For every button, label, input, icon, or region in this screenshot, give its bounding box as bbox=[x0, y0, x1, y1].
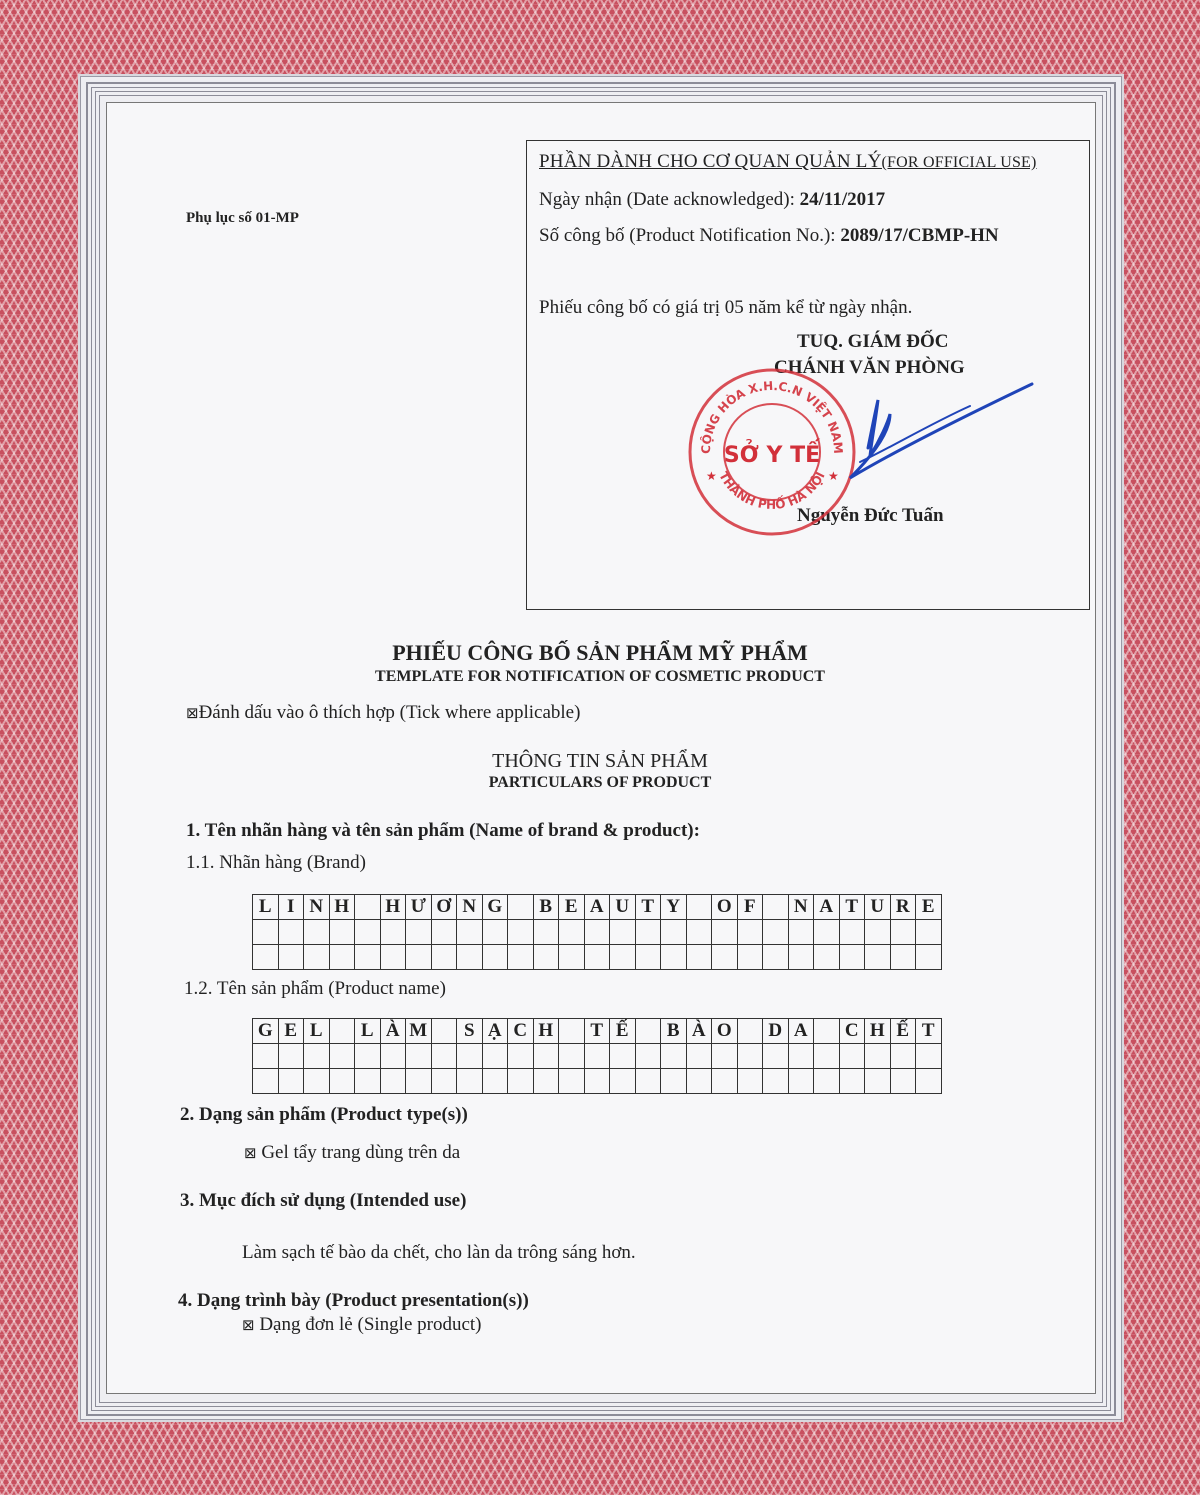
grid-cell bbox=[916, 945, 942, 970]
grid-cell: G bbox=[253, 1019, 279, 1044]
grid-cell bbox=[584, 920, 610, 945]
section-1-title: 1. Tên nhãn hàng và tên sản phẩm (Name of brand & product): bbox=[186, 820, 700, 841]
signer-name: Nguyễn Đức Tuấn bbox=[797, 505, 944, 526]
grid-cell bbox=[559, 1019, 585, 1044]
grid-cell bbox=[788, 920, 814, 945]
grid-cell: E bbox=[916, 895, 942, 920]
product-type-item: ⊠ Gel tẩy trang dùng trên da bbox=[244, 1142, 461, 1163]
grid-cell bbox=[763, 895, 789, 920]
grid-cell bbox=[380, 945, 406, 970]
grid-cell bbox=[635, 920, 661, 945]
grid-cell bbox=[431, 1019, 457, 1044]
grid-cell: L bbox=[304, 1019, 330, 1044]
product-label: 1.2. Tên sản phẩm (Product name) bbox=[184, 978, 446, 999]
brand-label: 1.1. Nhãn hàng (Brand) bbox=[186, 852, 366, 873]
section-2-title: 2. Dạng sản phẩm (Product type(s)) bbox=[180, 1104, 468, 1125]
section-title-en: PARTICULARS OF PRODUCT bbox=[488, 774, 712, 791]
title-vi: PHIẾU CÔNG BỐ SẢN PHẨM MỸ PHẨM bbox=[392, 640, 808, 665]
grid-cell bbox=[406, 1069, 432, 1094]
grid-cell bbox=[890, 1069, 916, 1094]
grid-cell bbox=[380, 1044, 406, 1069]
grid-cell bbox=[457, 1069, 483, 1094]
grid-cell: D bbox=[763, 1019, 789, 1044]
grid-cell bbox=[865, 1044, 891, 1069]
title-en: TEMPLATE FOR NOTIFICATION OF COSMETIC PRODUCT bbox=[375, 668, 825, 685]
grid-cell: G bbox=[482, 895, 508, 920]
date-acknowledged: Ngày nhận (Date acknowledged): 24/11/2017 bbox=[539, 189, 886, 210]
grid-cell: H bbox=[329, 895, 355, 920]
grid-cell bbox=[686, 895, 712, 920]
intended-use-text: Làm sạch tế bào da chết, cho làn da trông sáng hơn. bbox=[242, 1242, 636, 1263]
grid-cell bbox=[916, 920, 942, 945]
grid-cell bbox=[482, 1044, 508, 1069]
grid-cell bbox=[329, 1044, 355, 1069]
grid-cell: Ế bbox=[890, 1019, 916, 1044]
grid-cell bbox=[584, 1069, 610, 1094]
grid-cell bbox=[457, 920, 483, 945]
grid-cell: Ế bbox=[610, 1019, 636, 1044]
grid-cell bbox=[304, 1044, 330, 1069]
grid-cell bbox=[788, 1069, 814, 1094]
grid-cell: U bbox=[865, 895, 891, 920]
grid-cell: O bbox=[712, 1019, 738, 1044]
grid-cell bbox=[431, 1069, 457, 1094]
grid-cell bbox=[278, 920, 304, 945]
grid-cell: I bbox=[278, 895, 304, 920]
grid-cell: C bbox=[839, 1019, 865, 1044]
grid-cell: T bbox=[584, 1019, 610, 1044]
grid-cell bbox=[457, 1044, 483, 1069]
grid-cell bbox=[304, 920, 330, 945]
grid-cell bbox=[304, 1069, 330, 1094]
sign-title-2: CHÁNH VĂN PHÒNG bbox=[774, 357, 965, 378]
grid-cell: À bbox=[380, 1019, 406, 1044]
grid-cell bbox=[431, 945, 457, 970]
grid-cell bbox=[406, 920, 432, 945]
grid-cell: H bbox=[865, 1019, 891, 1044]
grid-cell bbox=[431, 920, 457, 945]
grid-cell bbox=[712, 945, 738, 970]
grid-cell: H bbox=[533, 1019, 559, 1044]
grid-cell bbox=[584, 945, 610, 970]
grid-cell bbox=[712, 920, 738, 945]
grid-cell bbox=[661, 920, 687, 945]
grid-cell bbox=[508, 920, 534, 945]
grid-cell bbox=[686, 920, 712, 945]
grid-cell: O bbox=[712, 895, 738, 920]
grid-cell bbox=[890, 1044, 916, 1069]
official-title: PHẦN DÀNH CHO CƠ QUAN QUẢN LÝ(FOR OFFICIAL USE) bbox=[539, 151, 1037, 172]
grid-cell bbox=[763, 1044, 789, 1069]
grid-cell bbox=[253, 1044, 279, 1069]
grid-cell bbox=[737, 945, 763, 970]
grid-cell bbox=[508, 945, 534, 970]
stamp-center-text: SỞ Y TẾ bbox=[723, 443, 821, 468]
grid-cell bbox=[839, 920, 865, 945]
checked-box-icon: ⊠ bbox=[242, 1316, 255, 1334]
grid-cell: À bbox=[686, 1019, 712, 1044]
grid-cell bbox=[839, 1069, 865, 1094]
grid-cell bbox=[890, 945, 916, 970]
grid-cell bbox=[890, 920, 916, 945]
grid-cell bbox=[355, 945, 381, 970]
grid-cell bbox=[380, 1069, 406, 1094]
grid-cell bbox=[737, 1069, 763, 1094]
brand-grid bbox=[252, 894, 942, 970]
grid-cell bbox=[686, 1044, 712, 1069]
section-4-title: 4. Dạng trình bày (Product presentation(s)) bbox=[178, 1290, 529, 1311]
grid-cell: N bbox=[788, 895, 814, 920]
grid-cell bbox=[355, 895, 381, 920]
stamp-ring-bottom-text: THÀNH PHỐ HÀ NỘI bbox=[716, 469, 828, 512]
grid-cell bbox=[814, 945, 840, 970]
grid-cell bbox=[278, 1044, 304, 1069]
grid-cell bbox=[814, 1069, 840, 1094]
grid-cell bbox=[533, 1044, 559, 1069]
grid-cell: H bbox=[380, 895, 406, 920]
grid-cell: C bbox=[508, 1019, 534, 1044]
grid-cell bbox=[788, 1044, 814, 1069]
grid-cell bbox=[355, 1069, 381, 1094]
grid-cell bbox=[610, 920, 636, 945]
notification-number: Số công bố (Product Notification No.): 2089/17/CBMP-HN bbox=[539, 225, 999, 246]
section-3-title: 3. Mục đích sử dụng (Intended use) bbox=[180, 1190, 467, 1211]
grid-cell bbox=[559, 945, 585, 970]
grid-cell bbox=[865, 920, 891, 945]
grid-cell: R bbox=[890, 895, 916, 920]
grid-cell bbox=[329, 1019, 355, 1044]
grid-cell: L bbox=[355, 1019, 381, 1044]
grid-cell bbox=[482, 920, 508, 945]
grid-cell: F bbox=[737, 895, 763, 920]
grid-cell bbox=[916, 1044, 942, 1069]
grid-cell bbox=[763, 1069, 789, 1094]
checked-box-icon: ⊠ bbox=[186, 704, 199, 722]
grid-cell bbox=[559, 920, 585, 945]
grid-cell bbox=[839, 945, 865, 970]
grid-cell bbox=[686, 1069, 712, 1094]
grid-cell bbox=[814, 920, 840, 945]
grid-cell bbox=[814, 1044, 840, 1069]
grid-cell bbox=[763, 920, 789, 945]
grid-cell bbox=[329, 920, 355, 945]
grid-cell bbox=[329, 945, 355, 970]
grid-cell: T bbox=[839, 895, 865, 920]
grid-cell bbox=[355, 920, 381, 945]
grid-cell: N bbox=[304, 895, 330, 920]
grid-cell bbox=[253, 945, 279, 970]
grid-cell bbox=[610, 945, 636, 970]
product-grid bbox=[252, 1018, 942, 1094]
grid-cell: T bbox=[635, 895, 661, 920]
grid-cell bbox=[661, 1044, 687, 1069]
grid-cell bbox=[865, 1069, 891, 1094]
grid-cell bbox=[533, 1069, 559, 1094]
grid-cell: A bbox=[814, 895, 840, 920]
grid-cell bbox=[431, 1044, 457, 1069]
grid-cell: U bbox=[610, 895, 636, 920]
grid-cell: B bbox=[661, 1019, 687, 1044]
grid-cell bbox=[508, 895, 534, 920]
grid-cell: S bbox=[457, 1019, 483, 1044]
grid-cell: Y bbox=[661, 895, 687, 920]
grid-cell bbox=[482, 1069, 508, 1094]
svg-text:THÀNH PHỐ HÀ NỘI bbox=[716, 469, 827, 512]
checked-box-icon: ⊠ bbox=[244, 1144, 257, 1162]
grid-cell bbox=[610, 1044, 636, 1069]
grid-cell: Ơ bbox=[431, 895, 457, 920]
grid-cell: E bbox=[278, 1019, 304, 1044]
grid-cell bbox=[253, 1069, 279, 1094]
tick-note: ⊠Đánh dấu vào ô thích hợp (Tick where applicable) bbox=[186, 702, 581, 723]
stamp-ring-top-text: CỘNG HÒA X.H.C.N VIỆT NAM bbox=[698, 378, 846, 455]
grid-cell bbox=[916, 1069, 942, 1094]
grid-cell: N bbox=[457, 895, 483, 920]
grid-cell bbox=[814, 1019, 840, 1044]
grid-cell bbox=[278, 1069, 304, 1094]
grid-cell: B bbox=[533, 895, 559, 920]
grid-cell bbox=[406, 1044, 432, 1069]
grid-cell bbox=[635, 1019, 661, 1044]
signature-mark bbox=[820, 378, 1040, 498]
grid-cell bbox=[584, 1044, 610, 1069]
grid-cell: L bbox=[253, 895, 279, 920]
grid-cell bbox=[533, 945, 559, 970]
grid-cell bbox=[763, 945, 789, 970]
grid-cell bbox=[508, 1069, 534, 1094]
grid-cell: Ư bbox=[406, 895, 432, 920]
grid-cell bbox=[533, 920, 559, 945]
stamp-star-icon: ★ bbox=[706, 469, 717, 483]
grid-cell bbox=[661, 945, 687, 970]
stamp-star-icon: ★ bbox=[828, 469, 839, 483]
grid-cell bbox=[253, 920, 279, 945]
presentation-item: ⊠ Dạng đơn lẻ (Single product) bbox=[242, 1314, 482, 1335]
grid-cell bbox=[737, 1044, 763, 1069]
grid-cell bbox=[278, 945, 304, 970]
section-title-vi: THÔNG TIN SẢN PHẨM bbox=[492, 750, 708, 772]
grid-cell: A bbox=[584, 895, 610, 920]
grid-cell bbox=[380, 920, 406, 945]
grid-cell bbox=[661, 1069, 687, 1094]
grid-cell bbox=[865, 945, 891, 970]
grid-cell bbox=[737, 1019, 763, 1044]
grid-cell: M bbox=[406, 1019, 432, 1044]
grid-cell bbox=[355, 1044, 381, 1069]
grid-cell bbox=[635, 945, 661, 970]
grid-cell bbox=[686, 945, 712, 970]
grid-cell: E bbox=[559, 895, 585, 920]
grid-cell: T bbox=[916, 1019, 942, 1044]
grid-cell bbox=[406, 945, 432, 970]
grid-cell bbox=[559, 1044, 585, 1069]
grid-cell bbox=[457, 945, 483, 970]
grid-cell: A bbox=[788, 1019, 814, 1044]
appendix-label: Phụ lục số 01-MP bbox=[186, 210, 299, 226]
grid-cell bbox=[304, 945, 330, 970]
grid-cell bbox=[329, 1069, 355, 1094]
grid-cell bbox=[839, 1044, 865, 1069]
validity-note: Phiếu công bố có giá trị 05 năm kể từ ngày nhận. bbox=[539, 297, 913, 318]
grid-cell bbox=[788, 945, 814, 970]
grid-cell bbox=[508, 1044, 534, 1069]
sign-title-1: TUQ. GIÁM ĐỐC bbox=[797, 331, 949, 352]
grid-cell bbox=[712, 1044, 738, 1069]
grid-cell bbox=[737, 920, 763, 945]
grid-cell bbox=[482, 945, 508, 970]
grid-cell bbox=[712, 1069, 738, 1094]
grid-cell bbox=[559, 1069, 585, 1094]
grid-cell: Ạ bbox=[482, 1019, 508, 1044]
grid-cell bbox=[610, 1069, 636, 1094]
grid-cell bbox=[635, 1069, 661, 1094]
grid-cell bbox=[635, 1044, 661, 1069]
